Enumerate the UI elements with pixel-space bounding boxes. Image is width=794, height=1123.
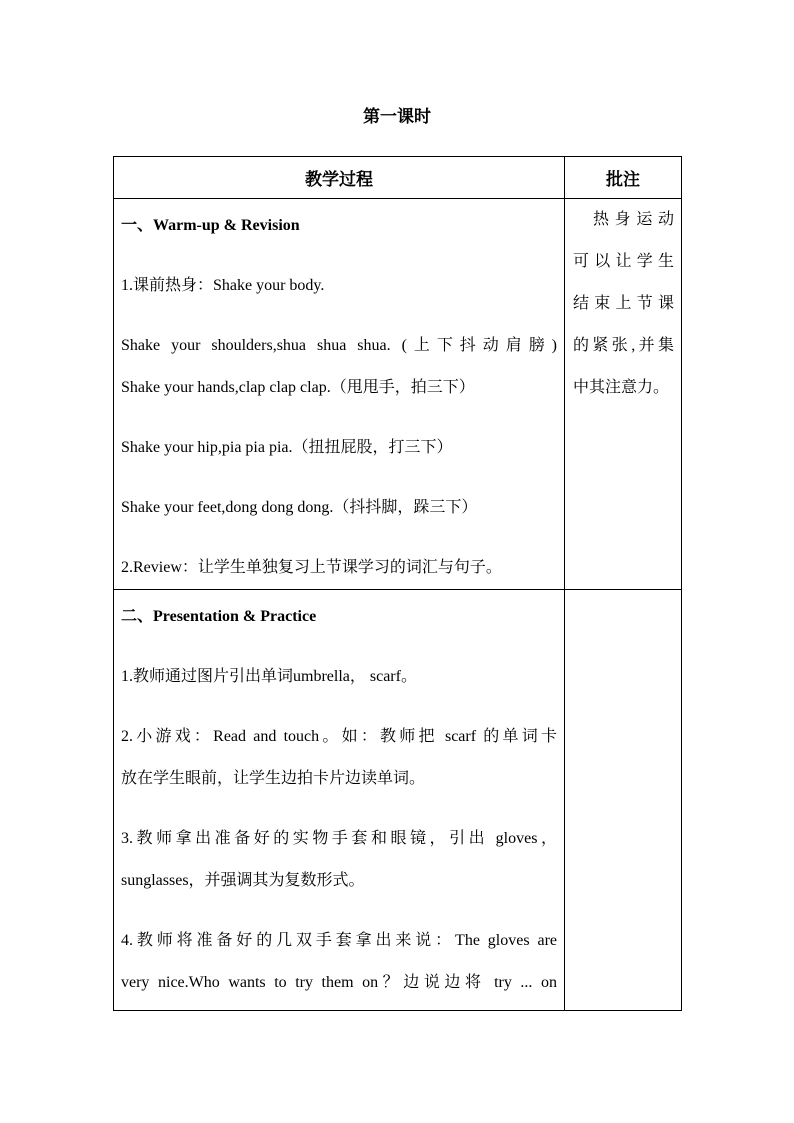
section1-process-cell: [114, 199, 565, 590]
section2-line: 放在学生眼前，让学生边拍卡片边读单词。: [121, 770, 426, 787]
section2-line: 4.教师将准备好的几双手套拿出来说：The gloves are: [121, 932, 557, 949]
section2-heading: 二、Presentation & Practice: [121, 608, 317, 625]
section1-line: Shake your shoulders,shua shua shua. (上下抖动肩膀): [121, 337, 557, 354]
header-process: 教学过程: [114, 157, 565, 199]
section2-line: 2.小游戏：Read and touch。如：教师把 scarf 的单词卡: [121, 728, 557, 745]
header-note: 批注: [565, 157, 682, 199]
section2-note-cell: [565, 590, 682, 1011]
note-line: 可以让学生: [573, 253, 674, 270]
section2-process-cell: [114, 590, 565, 1011]
section1-line: Shake your hands,clap clap clap.（甩甩手，拍三下）: [121, 379, 475, 396]
section1-line: 2.Review：让学生单独复习上节课学习的词汇与句子。: [121, 559, 502, 576]
section2-line: sunglasses，并强调其为复数形式。: [121, 872, 365, 889]
note-line: 热身运动: [593, 211, 674, 228]
section2-line: 3.教师拿出准备好的实物手套和眼镜，引出 gloves，: [121, 830, 557, 847]
note-line: 结束上节课: [573, 295, 674, 312]
section1-line: Shake your hip,pia pia pia.（扭扭屁股，打三下）: [121, 439, 453, 456]
section1-line: Shake your feet,dong dong dong.（抖抖脚，跺三下）: [121, 499, 478, 516]
section1-line: 1.课前热身：Shake your body.: [121, 277, 325, 294]
lesson-plan-table: [113, 156, 682, 1011]
section1-heading: 一、Warm-up & Revision: [121, 217, 300, 234]
page-title: 第一课时: [363, 107, 431, 126]
note-line: 中其注意力。: [573, 379, 670, 396]
section2-line: very nice.Who wants to try them on？边说边将 try ... on: [121, 974, 557, 991]
note-line: 的紧张,并集: [573, 337, 674, 354]
section1-note-cell: [565, 199, 682, 590]
section2-line: 1.教师通过图片引出单词umbrella， scarf。: [121, 668, 417, 685]
